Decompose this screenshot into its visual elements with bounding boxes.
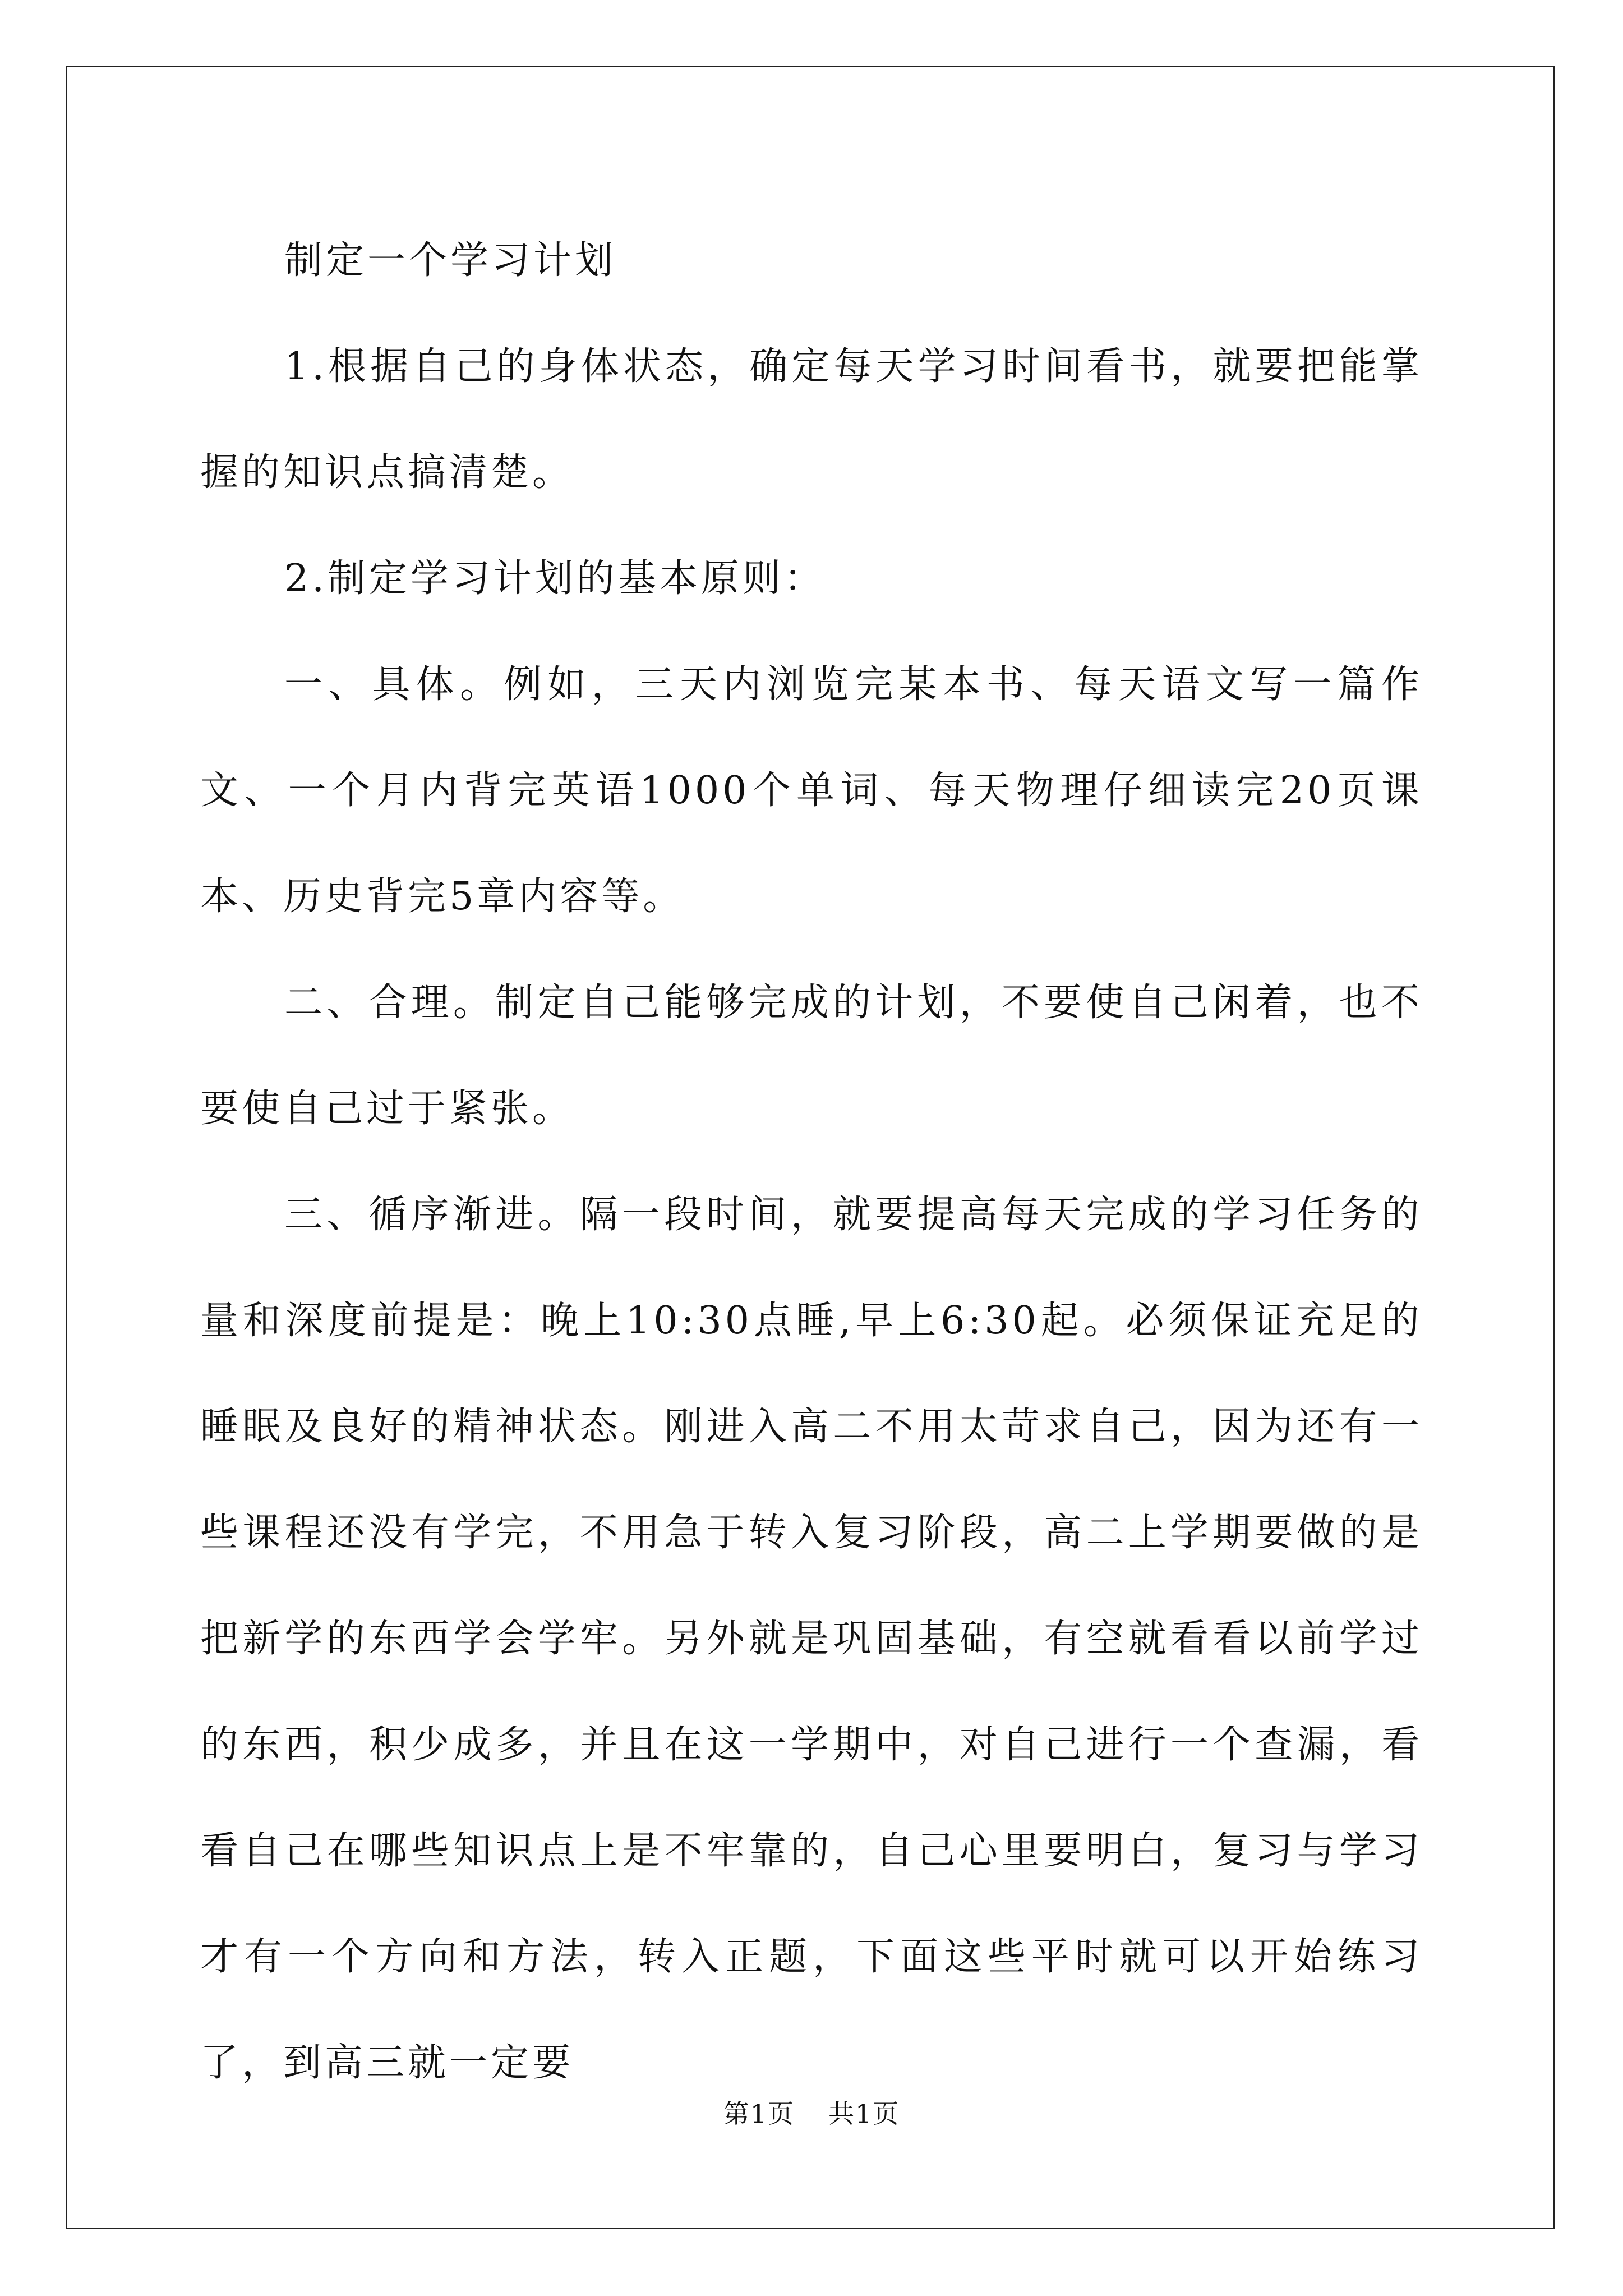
paragraph-5: 三、循序渐进。隔一段时间，就要提高每天完成的学习任务的量和深度前提是：晚上10:30点睡,早上6:30起。必须保证充足的睡眠及良好的精神状态。刚进入高二不用太苛求自己，因为还有一些课程还没有学完，不用急于转入复习阶段，高二上学期要做的是把新学的东西学会学牢。另外就是巩固基础，有空就看看以前学过的东西，积少成多，并且在这一学期中，对自己进行一个查漏，看看自己在哪些知识点上是不牢靠的，自己心里要明白，复习与学习才有一个方向和方法，转入正题，下面这些平时就可以开始练习了，到高三就一定要 [200, 1193, 1423, 2085]
paragraph-3: 一、具体。例如，三天内浏览完某本书、每天语文写一篇作文、一个月内背完英语1000个单词、每天物理仔细读完20页课本、历史背完5章内容等。 [200, 662, 1423, 919]
page-total: 共1页 [828, 2099, 900, 2129]
paragraph-1: 1.根据自己的身体状态，确定每天学习时间看书，就要把能掌握的知识点搞清楚。 [200, 344, 1423, 495]
paragraph-4: 二、合理。制定自己能够完成的计划，不要使自己闲着，也不要使自己过于紧张。 [200, 981, 1423, 1131]
page-footer [0, 2097, 1623, 2131]
document-body [200, 208, 1423, 2116]
page-number: 第1页 [723, 2099, 795, 2129]
document-title: 制定一个学习计划 [284, 238, 617, 283]
paragraph-2: 2.制定学习计划的基本原则： [284, 556, 826, 601]
